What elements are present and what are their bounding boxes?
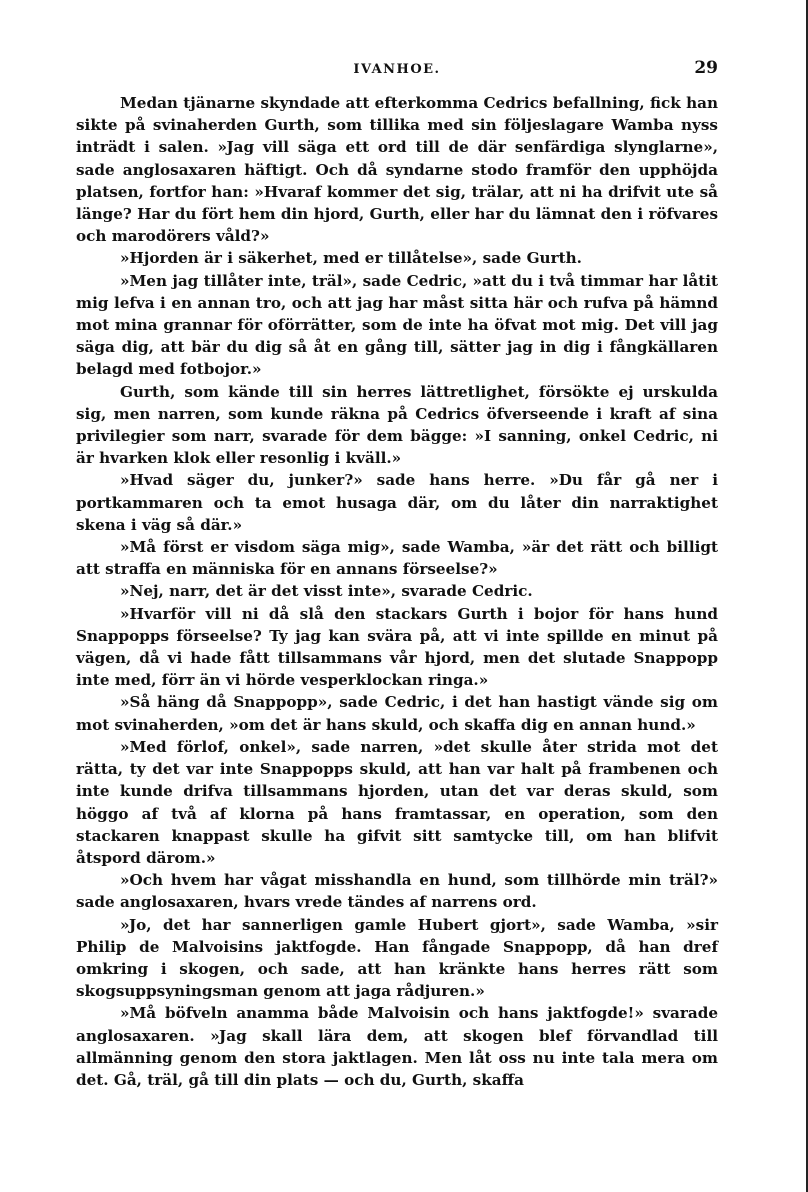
paragraph-7: »Nej, narr, det är det visst inte», svarade Cedric. <box>120 582 533 601</box>
paragraph-6: »Må först er visdom säga mig», sade Wamba, »är det rätt och billigt att straffa en människa för en annans förseelse?» <box>76 538 718 579</box>
paragraph-2: »Hjorden är i säkerhet, med er tillåtelse», sade Gurth. <box>120 249 582 268</box>
paragraph-10: »Med förlof, onkel», sade narren, »det skulle åter strida mot det rätta, ty det var inte Snappopps skuld, att han var halt på frambenen och inte kunde drifva tillsammans hjorden, utan det var deras skuld, som höggo af två af klorna på hans framtassar, en operation, som den stackaren knappast skulle ha gifvit sitt samtycke till, om han blifvit åtspord därom.» <box>76 737 718 867</box>
paragraph-3: »Men jag tillåter inte, träl», sade Cedric, »att du i två timmar har låtit mig lefva i en annan tro, och att jag har måst sitta här och rufva på hämnd mot mina grannar för oförrätter, som de inte ha öfvat mot mig. Det vill jag säga dig, att bär du dig så åt en gång till, sätter jag in dig i fångkällaren belagd med fotbojor.» <box>76 271 718 379</box>
paragraph-12: »Jo, det har sannerligen gamle Hubert gjort», sade Wamba, »sir Philip de Malvoisins jaktfogde. Han fångade Snappopp, då han dref omkring i skogen, och sade, att han kränkte hans herres rätt som skogsuppsyningsman genom att jaga rådjuren.» <box>76 915 718 1001</box>
paragraph-9: »Så häng då Snappopp», sade Cedric, i det han hastigt vände sig om mot svinaherden, »om det är hans skuld, och skaffa dig en annan hund.» <box>76 693 718 734</box>
paragraph-8: »Hvarför vill ni då slå den stackars Gurth i bojor för hans hund Snappopps förseelse? Ty jag kan svära på, att vi inte spillde en minut på vägen, då vi hade fått tillsammans vår hjord, men det slutade Snappopp inte med, förr än vi hörde vesperklockan ringa.» <box>76 604 718 690</box>
paragraph-1: Medan tjänarne skyndade att efterkomma Cedrics befallning, fick han sikte på svinaherden Gurth, som tillika med sin följeslagare Wamba nyss inträdt i salen. »Jag vill säga ett ord till de där senfärdiga slynglarne», sade anglosaxaren häftigt. Och då syndarne stodo framför den upphöjda platsen, fortfor han: »Hvaraf kommer det sig, trälar, att ni ha drifvit ute så länge? Har du fört hem din hjord, Gurth, eller har du lämnat den i röfvares och marodörers våld?» <box>76 94 718 246</box>
running-head <box>76 58 718 80</box>
paragraph-5: »Hvad säger du, junker?» sade hans herre. »Du får gå ner i portkammaren och ta emot husaga där, om du låter din narraktighet skena i väg så där.» <box>76 471 718 534</box>
page-number: 29 <box>694 58 718 78</box>
paragraph-4: Gurth, som kände till sin herres lättretlighet, försökte ej urskulda sig, men narren, som kunde räkna på Cedrics öfverseende i kraft af sina privilegier som narr, svarade för dem bägge: »I sanning, onkel Cedric, ni är hvarken klok eller resonlig i kväll.» <box>76 382 718 468</box>
paragraph-11: »Och hvem har vågat misshandla en hund, som tillhörde min träl?» sade anglosaxaren, hvars vrede tändes af narrens ord. <box>76 871 718 912</box>
running-title: IVANHOE. <box>353 62 441 77</box>
body-text <box>76 92 718 1091</box>
paragraph-13: »Må böfveln anamma både Malvoisin och hans jaktfogde!» svarade anglosaxaren. »Jag skall lära dem, att skogen blef förvandlad till allmänning genom den stora jaktlagen. Men låt oss nu inte tala mera om det. Gå, träl, gå till din plats — och du, Gurth, skaffa <box>76 1004 718 1089</box>
